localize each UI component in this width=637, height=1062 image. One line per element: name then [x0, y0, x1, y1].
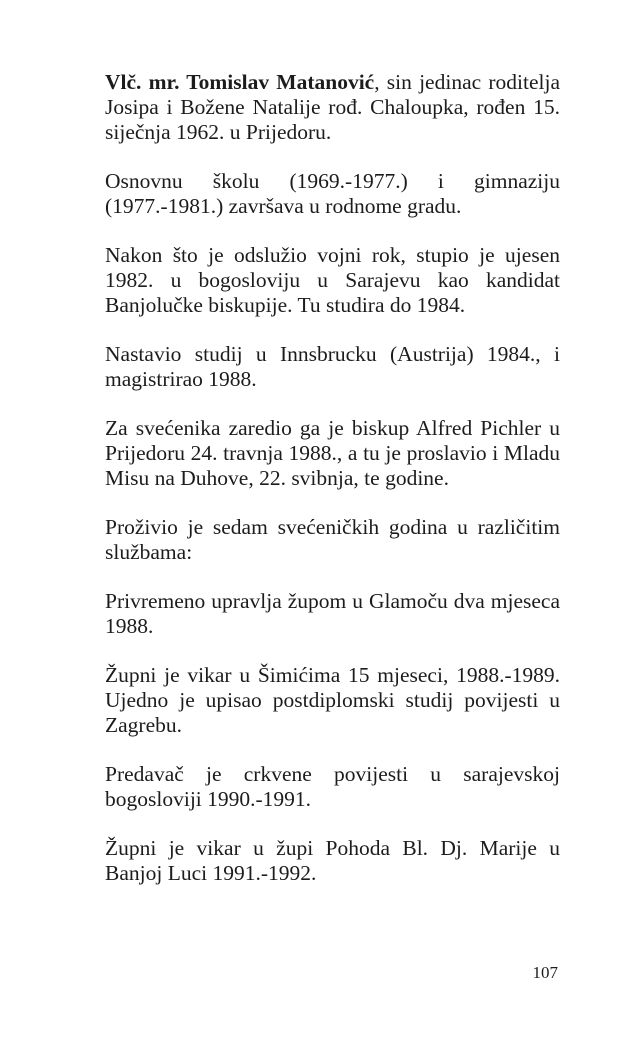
paragraph-text: , sin jedinac roditelja Josipa i Božene Natalije rođ. Chaloupka, rođen 15. siječnja 1962. u Prijedoru. — [105, 70, 560, 144]
paragraph-lecturer: Predavač je crkvene povijesti u sarajevskoj bogosloviji 1990.-1991. — [105, 762, 560, 811]
page-number: 107 — [532, 963, 558, 982]
paragraph-priestly-years: Proživio je sedam svećeničkih godina u različitim službama: — [105, 515, 560, 564]
paragraph-banja-luka: Župni je vikar u župi Pohoda Bl. Dj. Marije u Banjoj Luci 1991.-1992. — [105, 836, 560, 885]
paragraph-simici: Župni je vikar u Šimićima 15 mjeseci, 1988.-1989. Ujedno je upisao postdiplomski studij povijesti u Zagrebu. — [105, 663, 560, 737]
paragraph-innsbruck: Nastavio studij u Innsbrucku (Austrija) 1984., i magistrirao 1988. — [105, 342, 560, 391]
paragraph-glamoc: Privremeno upravlja župom u Glamoču dva mjeseca 1988. — [105, 589, 560, 638]
person-name: Vlč. mr. Tomislav Matanović — [105, 70, 375, 94]
paragraph-seminary: Nakon što je odslužio vojni rok, stupio je ujesen 1982. u bogosloviju u Sarajevu kao kandidat Banjolučke biskupije. Tu studira do 1984. — [105, 243, 560, 317]
paragraph-biography-intro — [105, 70, 560, 145]
page-body — [105, 70, 560, 910]
paragraph-schooling: Osnovnu školu (1969.-1977.) i gimnaziju (1977.-1981.) završava u rodnome gradu. — [105, 169, 560, 218]
paragraph-ordination: Za svećenika zaredio ga je biskup Alfred Pichler u Prijedoru 24. travnja 1988., a tu je proslavio i Mladu Misu na Duhove, 22. svibnja, te godine. — [105, 416, 560, 490]
